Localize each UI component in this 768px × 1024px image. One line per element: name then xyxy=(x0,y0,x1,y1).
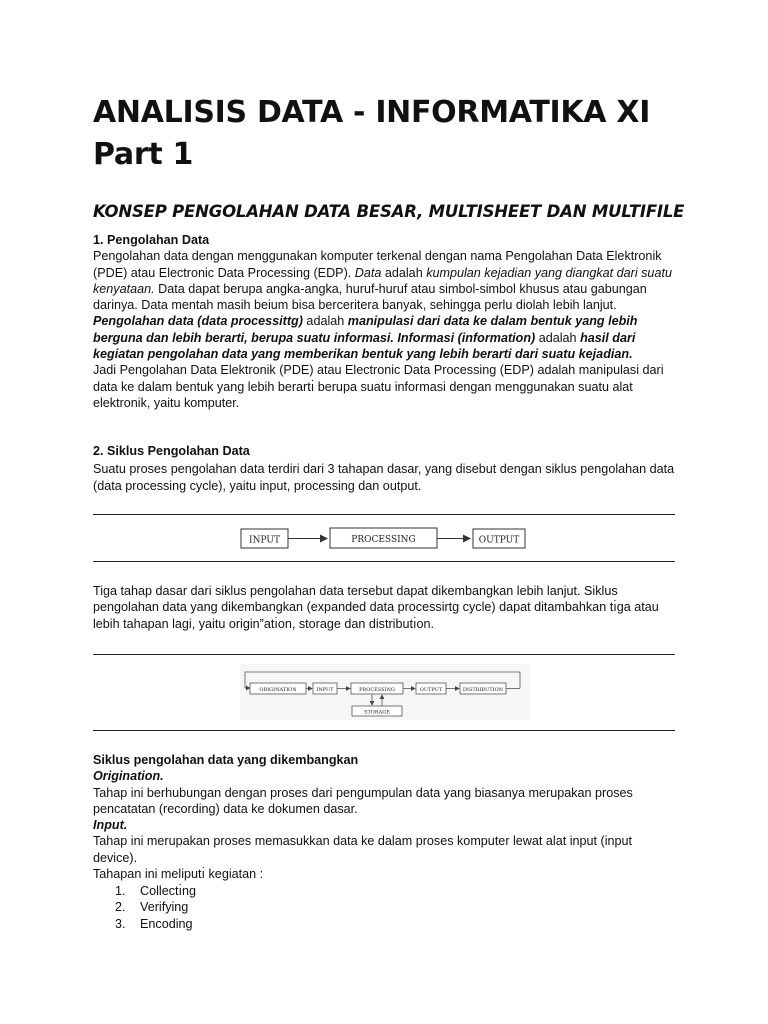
section-siklus-dikembangkan xyxy=(93,752,678,882)
origination-label: ORIGINATION xyxy=(259,687,297,693)
section-heading: Siklus pengolahan data yang dikembangkan xyxy=(93,753,359,767)
output-label: OUTPUT xyxy=(478,535,520,546)
section-title: KONSEP PENGOLAHAN DATA BESAR, MULTISHEET DAN MULTIFILE xyxy=(93,202,685,221)
output-label: OUTPUT xyxy=(419,687,443,693)
paragraph: Tahap ini merupakan proses memasukkan data ke dalam proses komputer lewat alat input (input device). xyxy=(93,834,633,865)
paragraph: Tahap ini berhubungan dengan proses dari pengumpulan data yang biasanya merupakan proses pencatatan (recording) data ke dokumen dasar. xyxy=(93,785,633,816)
section-siklus xyxy=(93,443,678,494)
list-item: 1. Collectı̇ng xyxy=(115,884,197,898)
input-label: INPUT xyxy=(316,687,334,693)
divider xyxy=(93,654,675,655)
section-pengolahan-data xyxy=(93,232,678,411)
processing-cycle-diagram xyxy=(230,522,540,556)
storage-label: STORAGE xyxy=(364,709,390,716)
activities-list xyxy=(115,883,196,932)
stage-label-origination: Origination. xyxy=(93,769,164,784)
input-label: INPUT xyxy=(249,535,280,546)
divider xyxy=(93,730,675,731)
list-item: 2. Verifying xyxy=(115,900,189,915)
stage-label-input: Input. xyxy=(93,818,128,833)
page-title: ANALISIS DATA - INFORMATIKA XI Part 1 xyxy=(93,95,651,172)
list-item: 3. Encoding xyxy=(115,916,193,931)
processing-label: PROCESSING xyxy=(359,687,395,693)
section-siklus-expanded xyxy=(93,583,678,632)
paragraph: Pengolahan data dengan menggunakan komputer terkenal dengan nama Pengolahan Data Elektronik (PDE) atau Electronic Data Processing (EDP). Data adalah kumpulan kejadian yang diangkat dari suatu kenyataan. Data dapat berupa angka-angka, huruf-huruf atau simbol-simbol khusus atau gabungan darinya. Data mentah masih beium bisa berceritera banyak, sehingga perlu diolah lebih lanjut. xyxy=(93,249,672,313)
divider xyxy=(93,561,675,562)
section-heading: 1. Pengolahan Data xyxy=(93,233,210,247)
processing-label: PROCESSING xyxy=(351,535,416,545)
expanded-processing-cycle-diagram xyxy=(240,664,530,720)
paragraph: Jadi Pengolahan Data Elektronik (PDE) atau Electronic Data Processing (EDP) adalah manipulasi dari data ke dalam bentuk yang lebih berartı̇ berupa suatu informasi dengan menggunakan suatu alat elektronik, yaitu komputer. xyxy=(93,363,664,410)
section-heading: 2. Siklus Pengolahan Data xyxy=(93,444,250,458)
paragraph: Tiga tahap dasar dari siklus pengolahan data tersebut dapat dikembangkan lebih lanjut. Siklus pengolahan data yang dikembangkan (expanded data processirtg cycle) dapat ditambahkan tı̇ga atau lebih tahapan lagi, yaitu origin”atı̇on, storage dan distributı̇on. xyxy=(93,584,659,631)
divider xyxy=(93,514,675,515)
distribution-label: DISTRIBUTION xyxy=(462,687,504,693)
paragraph: Suatu proses pengolahan data terdiri dari 3 tahapan dasar, yang disebut dengan siklus pengolahan data (data processing cycle), yaitu input, processing dan output. xyxy=(93,462,675,493)
paragraph: Pengolahan data (data processittg) adalah manipulasi dari data ke dalam bentuk yang lebih berguna dan lebih berarti, berupa suatu informasi. Informasi (information) adalah hasil dari kegiatan pengolahan data yang memberikan bentuk yang lebih berarti dari suatu kejadian. xyxy=(93,314,638,362)
paragraph: Tahapan ini meliputı̇ kegiatan : xyxy=(93,867,264,882)
